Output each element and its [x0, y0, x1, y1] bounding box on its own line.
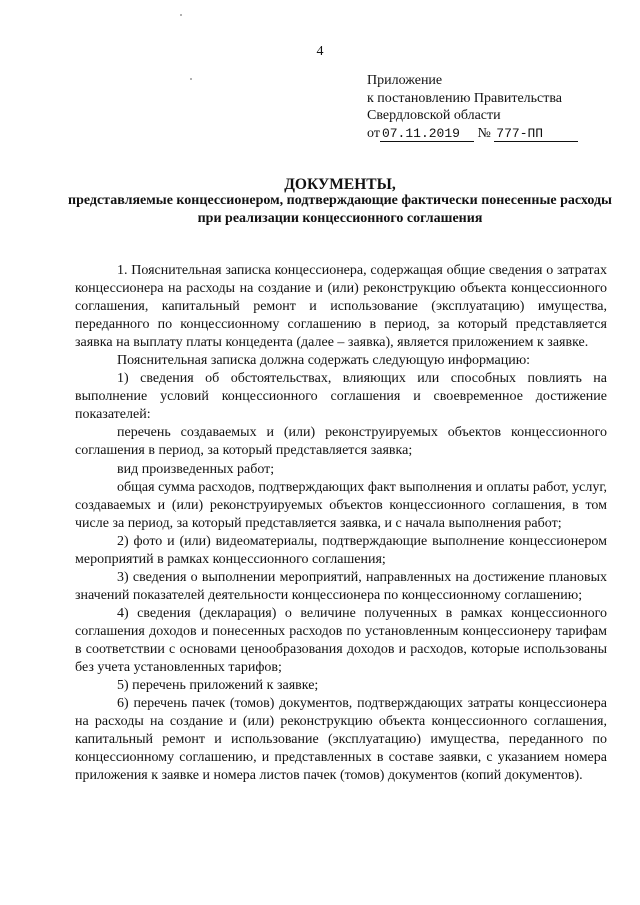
appendix-resolution: к постановлению Правительства: [367, 90, 563, 106]
paragraph: Пояснительная записка должна содержать следующую информацию:: [117, 353, 531, 369]
paragraph: 5) перечень приложений к заявке;: [117, 678, 319, 694]
paragraph: 6) перечень пачек (томов) документов, подтверждающих затраты концессионера на расходы на создание и (или) реконструкцию объекта концессионного соглашения, капитальный ремонт и использование (эксплуатацию) имущества, переданного по концессионному соглашению, и представленных в составе заявки, с указанием номера приложения к заявке и номера листов пачек (томов) документов (копий документов).: [75, 696, 607, 784]
appendix-date-row: [367, 125, 578, 143]
scan-speck: [180, 14, 182, 16]
paragraph: 3) сведения о выполнении мероприятий, направленных на достижение плановых значений показателей деятельности концессионера по концессионному соглашению;: [75, 569, 607, 603]
document-body: [75, 262, 607, 785]
resolution-date: 07.11.2019: [380, 127, 474, 142]
paragraph: 1) сведения об обстоятельствах, влияющих или способных повлиять на выполнение условий концессионного соглашения и своевременное достижение показателей:: [75, 371, 607, 423]
paragraph: 2) фото и (или) видеоматериалы, подтверждающие выполнение концессионером мероприятий в рамках концессионного соглашения;: [75, 533, 607, 567]
paragraph: вид произведенных работ;: [117, 461, 275, 477]
paragraph: 1. Пояснительная записка концессионера, содержащая общие сведения о затратах концессионера на расходы на создание и (или) реконструкцию объекта концессионного соглашения, капитальный ремонт и использование (эксплуатацию) имущества, переданного по концессионному соглашению в период, за который представляется заявка на выплату платы концедента (далее – заявка), является приложением к заявке.: [75, 263, 607, 351]
date-prefix: от: [367, 125, 380, 141]
number-prefix: №: [477, 125, 491, 141]
resolution-number: 777-ПП: [494, 127, 578, 142]
appendix-region: Свердловской области: [367, 108, 501, 123]
paragraph: перечень создаваемых и (или) реконструируемых объектов концессионного соглашения в период, за который представляется заявка;: [75, 425, 607, 459]
paragraph: 4) сведения (декларация) о величине полученных в рамках концессионного соглашения доходов и понесенных расходов по установленным концессионеру тарифам в соответствии с основами ценообразования доходов и расходов, которые использованы без учета установленных тарифов;: [75, 605, 607, 676]
document-title: ДОКУМЕНТЫ,: [284, 176, 396, 193]
appendix-block: [367, 72, 578, 142]
page-number: 4: [316, 44, 324, 59]
document-subtitle: представляемые концессионером, подтверждающие фактически понесенные расходы при реализации концессионного соглашения: [68, 193, 612, 226]
paragraph: общая сумма расходов, подтверждающих факт выполнения и оплаты работ, услуг, создаваемых и (или) реконструируемых объектов концессионного соглашения, в том числе за период, за который представляется заявка, и с начала выполнения работ;: [75, 479, 607, 531]
scan-speck: [190, 78, 192, 80]
appendix-label: Приложение: [367, 73, 443, 88]
